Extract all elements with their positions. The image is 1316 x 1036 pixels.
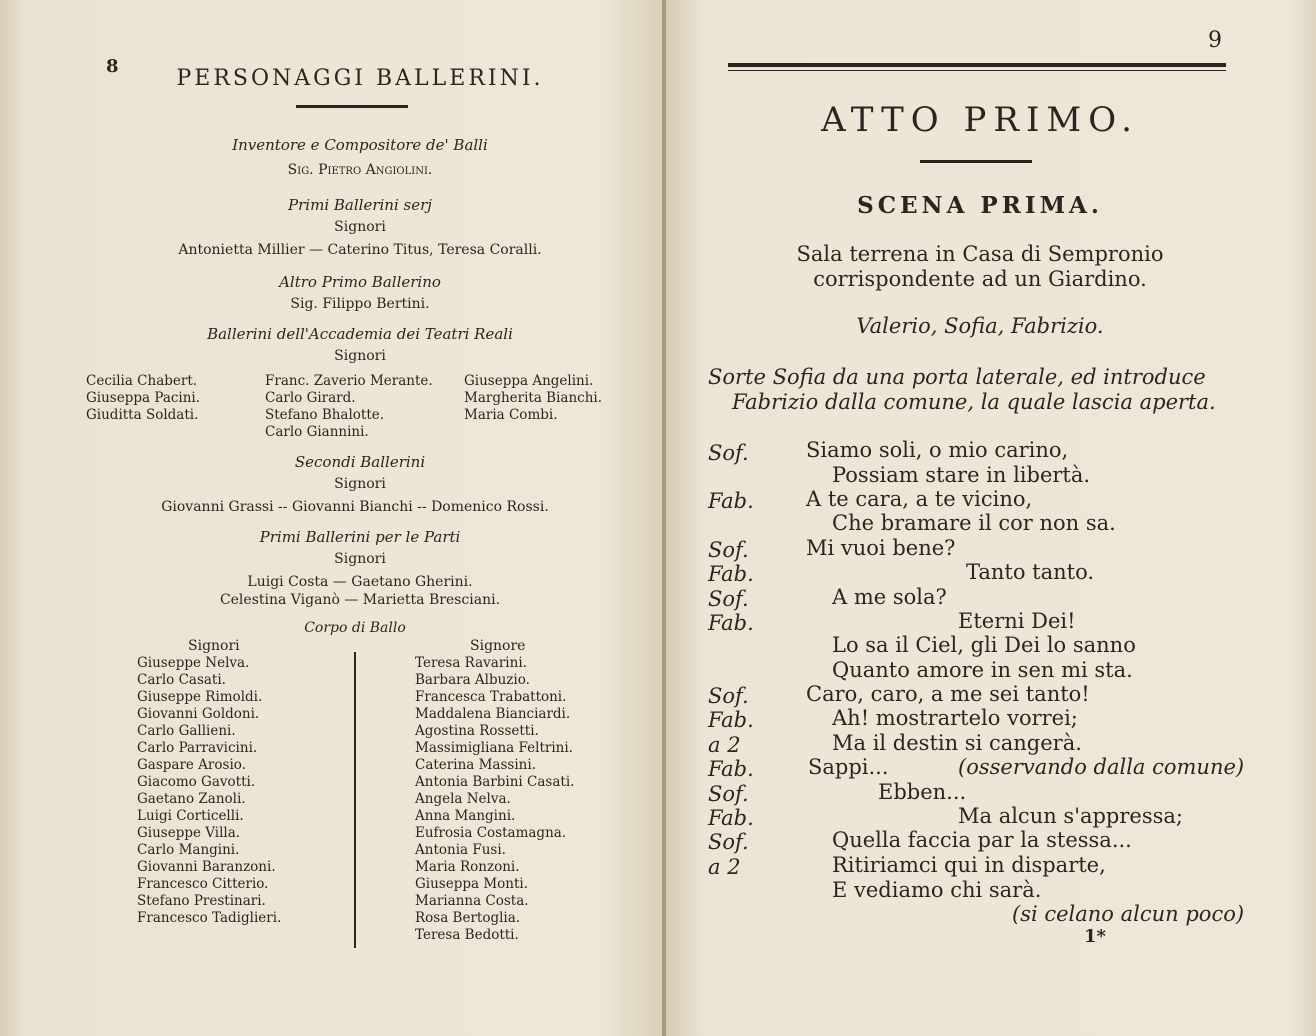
speaker: Sof. [708, 587, 749, 611]
parti-heading: Primi Ballerini per le Parti [259, 528, 461, 546]
speaker: Fab. [708, 489, 754, 513]
speaker: Sof. [708, 441, 749, 465]
list-item: Francesco Citterio. [137, 876, 269, 892]
list-item: Antonia Fusi. [415, 842, 506, 858]
page-number: 9 [1208, 28, 1222, 53]
verse-line: Ah! mostrartelo vorrei; [832, 706, 1078, 730]
speaker: Sof. [708, 782, 749, 806]
list-item: Marianna Costa. [415, 893, 529, 909]
verse-line: E vediamo chi sarà. [832, 878, 1042, 902]
speaker: Fab. [708, 708, 754, 732]
speaker: Fab. [708, 806, 754, 830]
signature-mark: 1* [1084, 926, 1106, 947]
secondi-names: Giovanni Grassi -- Giovanni Bianchi -- Domenico Rossi. [161, 499, 549, 515]
verse-line: Quella faccia par la stessa... [832, 828, 1132, 852]
list-item: Maddalena Bianciardi. [415, 706, 571, 722]
characters: Valerio, Sofia, Fabrizio. [856, 314, 1104, 338]
page-title: PERSONAGGI BALLERINI. [176, 66, 544, 91]
accademia-column-3 [464, 373, 602, 424]
list-item: Barbara Albuzio. [415, 672, 530, 688]
list-item: Stefano Prestinari. [137, 893, 266, 909]
verse-line: Lo sa il Ciel, gli Dei lo sanno [832, 633, 1136, 657]
list-item: Rosa Bertoglia. [415, 910, 521, 926]
primi-serj-names: Antonietta Millier — Caterino Titus, Teresa Coralli. [178, 242, 542, 258]
list-item: Giuseppe Rimoldi. [137, 689, 263, 705]
speaker: a 2 [708, 733, 741, 757]
corpo-heading: Corpo di Ballo [304, 620, 406, 636]
list-item: Massimigliana Feltrini. [415, 740, 573, 756]
list-item: Angela Nelva. [415, 791, 511, 807]
list-item: Giuseppa Angelini. [464, 373, 594, 389]
signori-label: Signori [334, 476, 386, 492]
list-item: Anna Mangini. [415, 808, 516, 824]
secondi-heading: Secondi Ballerini [294, 453, 426, 471]
list-item: Giuseppa Pacini. [86, 390, 201, 406]
list-item: Giuseppe Nelva. [137, 655, 250, 671]
list-item: Giuseppe Villa. [137, 825, 241, 841]
list-item: Stefano Bhalotte. [265, 407, 385, 423]
verse-line: Sappi... [808, 755, 889, 779]
stage-direction-2: Fabrizio dalla comune, la quale lascia aperta. [732, 390, 1216, 414]
signori-label: Signori [334, 348, 386, 364]
inventore-heading: Inventore e Compositore de' Balli [232, 136, 488, 154]
list-item: Giovanni Baranzoni. [137, 859, 276, 875]
accademia-heading: Ballerini dell'Accademia dei Teatri Reali [207, 325, 513, 343]
stage-aside: (si celano alcun poco) [1012, 902, 1245, 926]
list-item: Maria Ronzoni. [415, 859, 520, 875]
list-item: Agostina Rossetti. [415, 723, 539, 739]
act-title: ATTO PRIMO. [821, 100, 1139, 140]
accademia-column-1 [86, 373, 200, 424]
list-item: Margherita Bianchi. [464, 390, 603, 406]
verse-line: Ma alcun s'appressa; [958, 804, 1183, 828]
verse-line: Mi vuoi bene? [806, 536, 956, 560]
list-item: Carlo Parravicini. [137, 740, 258, 756]
verse-line: Quanto amore in sen mi sta. [832, 658, 1133, 682]
signori-label: Signori [188, 638, 240, 654]
verse-line: Ritiriamci qui in disparte, [832, 853, 1106, 877]
list-item: Giovanni Goldoni. [137, 706, 260, 722]
setting-line-1: Sala terrena in Casa di Sempronio [796, 242, 1164, 266]
list-item: Caterina Massini. [415, 757, 536, 773]
verse-line: Tanto tanto. [966, 560, 1095, 584]
altro-name: Sig. Filippo Bertini. [290, 296, 430, 312]
list-item: Giuditta Soldati. [86, 407, 199, 423]
list-item: Giuseppa Monti. [415, 876, 529, 892]
header-rule [728, 63, 1226, 67]
list-item: Carlo Gallieni. [137, 723, 236, 739]
list-item: Eufrosia Costamagna. [415, 825, 567, 841]
speaker: Sof. [708, 684, 749, 708]
verse-line: Siamo soli, o mio carino, [806, 438, 1069, 462]
list-item: Carlo Giannini. [265, 424, 369, 440]
stage-aside: (osservando dalla comune) [958, 755, 1245, 779]
column-divider [354, 652, 356, 948]
list-item: Carlo Girard. [265, 390, 356, 406]
list-item: Francesco Tadiglieri. [137, 910, 282, 926]
verse-line: A me sola? [832, 585, 947, 609]
inventore-name: Sig. Pietro Angiolini. [287, 162, 433, 178]
signore-label: Signore [470, 638, 526, 654]
list-item: Cecilia Chabert. [86, 373, 198, 389]
list-item: Teresa Bedotti. [415, 927, 519, 943]
accademia-column-2 [265, 373, 433, 441]
list-item: Carlo Casati. [137, 672, 226, 688]
corpo-signore-list [415, 655, 574, 944]
scene-title: SCENA PRIMA. [857, 192, 1103, 219]
list-item: Antonia Barbini Casati. [415, 774, 575, 790]
signori-label: Signori [334, 551, 386, 567]
altro-heading: Altro Primo Ballerino [279, 273, 441, 291]
verse-line: A te cara, a te vicino, [806, 487, 1033, 511]
speaker: Sof. [708, 538, 749, 562]
signori-label: Signori [334, 219, 386, 235]
list-item: Carlo Mangini. [137, 842, 240, 858]
primi-serj-heading: Primi Ballerini serj [288, 196, 432, 214]
speaker: Fab. [708, 611, 754, 635]
verse-line: Possiam stare in libertà. [832, 463, 1091, 487]
list-item: Gaspare Arosio. [137, 757, 246, 773]
stage-direction-1: Sorte Sofia da una porta laterale, ed introduce [708, 365, 1206, 389]
header-rule-thin [728, 70, 1226, 71]
list-item: Teresa Ravarini. [415, 655, 527, 671]
parti-line-2: Celestina Viganò — Marietta Bresciani. [219, 592, 501, 608]
title-rule [296, 105, 408, 108]
speaker: Sof. [708, 830, 749, 854]
list-item: Franc. Zaverio Merante. [265, 373, 433, 389]
act-rule [920, 160, 1032, 163]
speaker: Fab. [708, 757, 754, 781]
verse-line: Ma il destin si cangerà. [832, 731, 1082, 755]
setting-line-2: corrispondente ad un Giardino. [813, 267, 1147, 291]
verse-line: Ebben... [878, 780, 967, 804]
list-item: Luigi Corticelli. [137, 808, 244, 824]
speaker: a 2 [708, 855, 741, 879]
parti-line-1: Luigi Costa — Gaetano Gherini. [247, 574, 473, 590]
page-number: 8 [106, 56, 119, 77]
speaker: Fab. [708, 562, 754, 586]
list-item: Francesca Trabattoni. [415, 689, 567, 705]
list-item: Giacomo Gavotti. [137, 774, 256, 790]
corpo-signori-list [137, 655, 281, 927]
list-item: Gaetano Zanoli. [137, 791, 246, 807]
verse-line: Eterni Dei! [958, 609, 1076, 633]
list-item: Maria Combi. [464, 407, 558, 423]
verse-line: Caro, caro, a me sei tanto! [806, 682, 1090, 706]
verse-line: Che bramare il cor non sa. [832, 511, 1116, 535]
